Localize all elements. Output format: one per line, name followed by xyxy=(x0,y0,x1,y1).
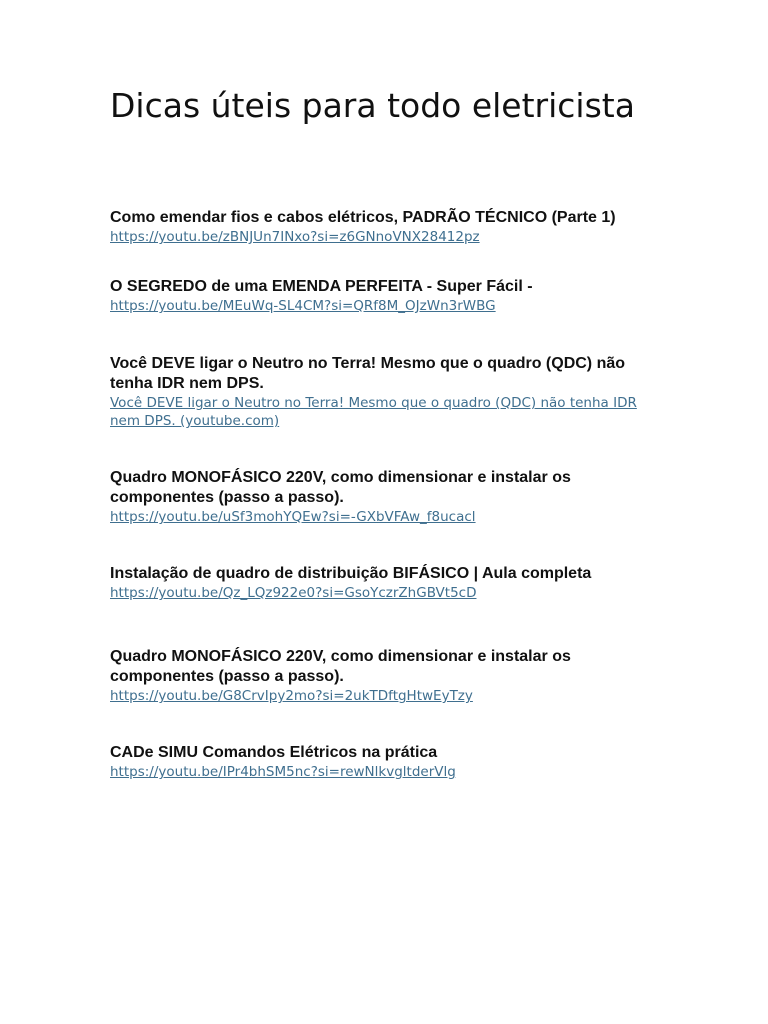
entry-title: CADe SIMU Comandos Elétricos na prática xyxy=(110,744,438,761)
entry-title: Como emendar fios e cabos elétricos, PADRÃO TÉCNICO (Parte 1) xyxy=(110,209,616,226)
video-entry xyxy=(110,564,670,602)
entry-title: Quadro MONOFÁSICO 220V, como dimensionar e instalar os componentes (passo a passo). xyxy=(110,648,571,685)
entry-title: Quadro MONOFÁSICO 220V, como dimensionar e instalar os componentes (passo a passo). xyxy=(110,469,571,506)
entry-title: O SEGREDO de uma EMENDA PERFEITA - Super Fácil - xyxy=(110,278,533,295)
youtube-link[interactable]: https://youtu.be/MEuWq-SL4CM?si=QRf8M_OJzWn3rWBG xyxy=(110,298,496,314)
youtube-link[interactable]: https://youtu.be/zBNJUn7INxo?si=z6GNnoVNX28412pz xyxy=(110,229,480,245)
video-entry xyxy=(110,277,670,315)
youtube-link[interactable]: https://youtu.be/Qz_LQz922e0?si=GsoYczrZhGBVt5cD xyxy=(110,585,477,601)
youtube-link[interactable]: https://youtu.be/IPr4bhSM5nc?si=rewNlkvgltderVlg xyxy=(110,764,456,780)
document-title: Dicas úteis para todo eletricista xyxy=(110,86,635,125)
entry-title: Instalação de quadro de distribuição BIFÁSICO | Aula completa xyxy=(110,565,592,582)
video-entry xyxy=(110,468,670,526)
video-entry xyxy=(110,743,670,781)
video-entry xyxy=(110,208,670,246)
youtube-link[interactable]: https://youtu.be/G8CrvIpy2mo?si=2ukTDftgHtwEyTzy xyxy=(110,688,473,704)
youtube-link[interactable]: Você DEVE ligar o Neutro no Terra! Mesmo que o quadro (QDC) não tenha IDR nem DPS. (youtube.com) xyxy=(110,395,637,429)
entry-title: Você DEVE ligar o Neutro no Terra! Mesmo que o quadro (QDC) não tenha IDR nem DPS. xyxy=(110,355,626,392)
youtube-link[interactable]: https://youtu.be/uSf3mohYQEw?si=-GXbVFAw_f8ucacl xyxy=(110,509,476,525)
video-entry xyxy=(110,647,670,705)
video-entry xyxy=(110,354,670,430)
